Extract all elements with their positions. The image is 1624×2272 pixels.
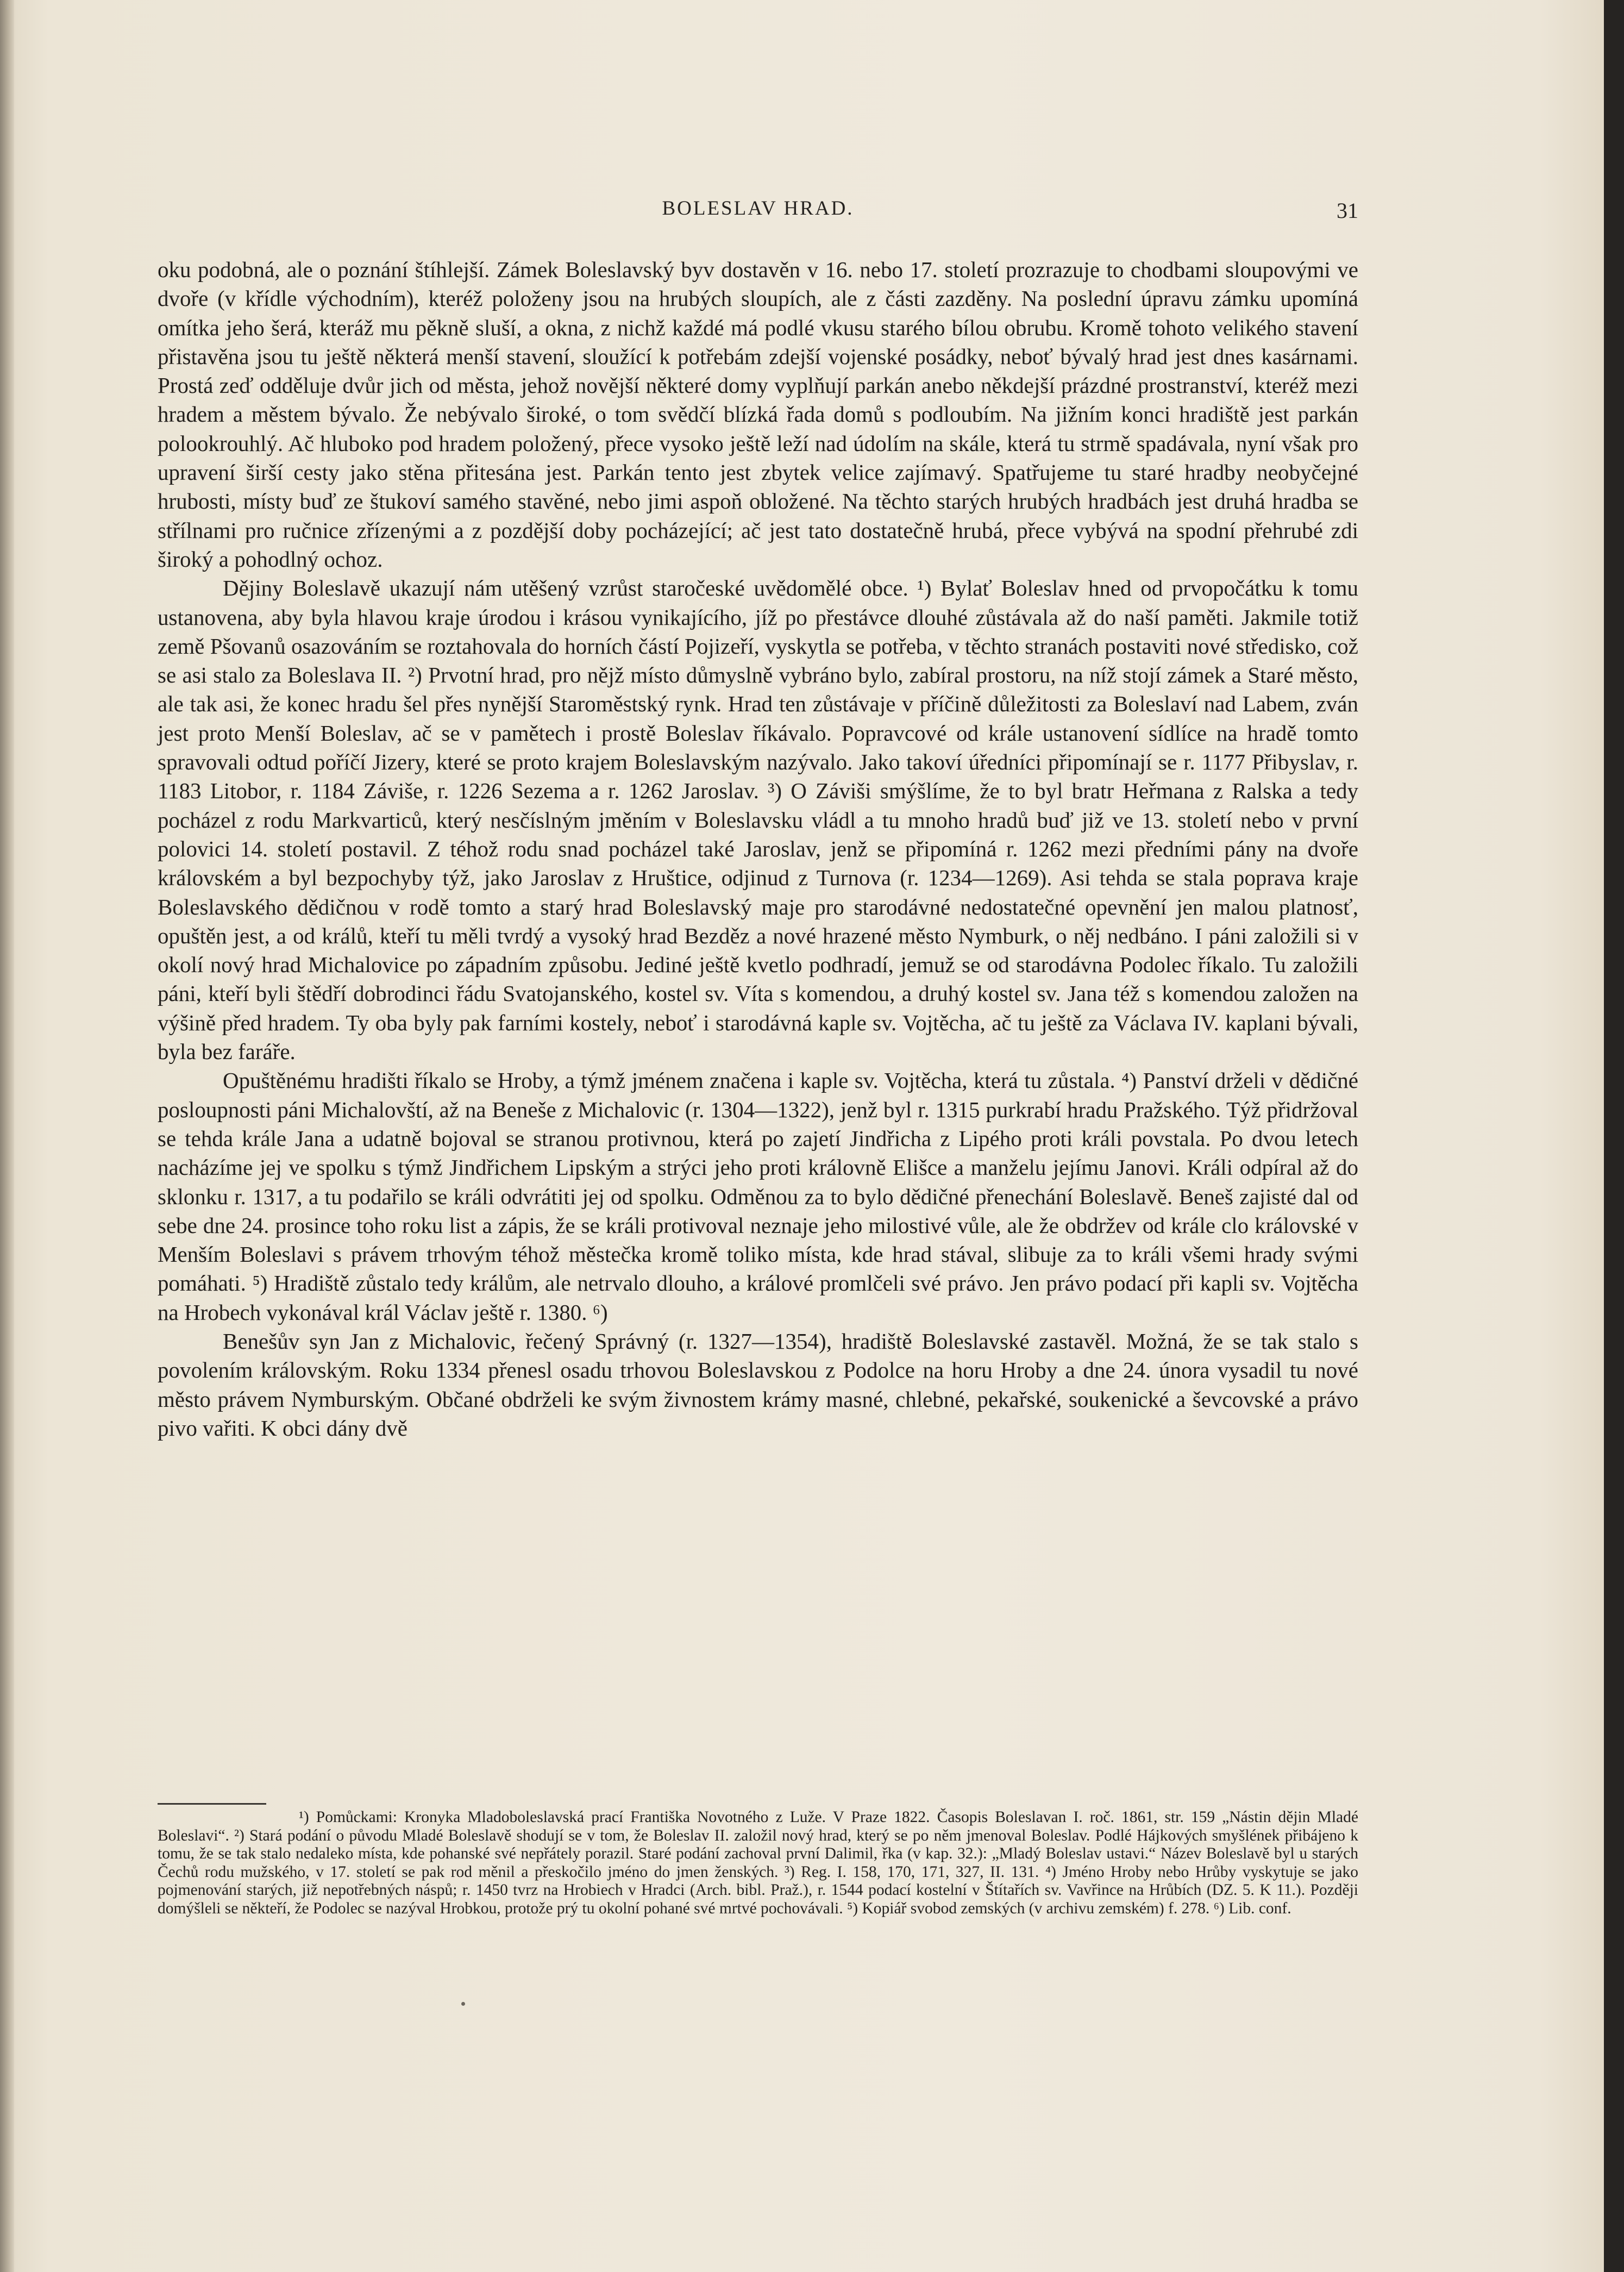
page-header xyxy=(158,197,1358,229)
footnotes: ¹) Pomůckami: Kronyka Mladoboleslavská prací Františka Novotného z Luže. V Praze 1822. Časopis Boleslavan I. roč. 1861, str. 159 „Nástin dějin Mladé Boleslavi“. ²) Stará podání o původu Mladé Boleslavě shodují se v tom, že Boleslav II. založil nový hrad, který se po něm jmenoval Boleslav. Podlé Hájkových smyšlének přibájeno k tomu, že se tak stalo nedaleko místa, kde pohanské své nepřátely porazil. Staré podání zachoval první Dalimil, řka (v kap. 32.): „Mladý Boleslav ustavi.“ Název Boleslavě byl u starých Čechů rodu mužského, v 17. století se pak rod měnil a přeskočilo jméno do jmen ženských. ³) Reg. I. 158, 170, 171, 327, II. 131. ⁴) Jméno Hroby nebo Hrůby vyskytuje se jako pojmenování starých, již nepotřebných náspů; r. 1450 tvrz na Hrobiech v Hradci (Arch. bibl. Praž.), r. 1544 podací kostelní v Štítařích sv. Vavřince na Hrůbích (DZ. 5. K 11.). Později domýšleli se někteří, že Podolec se nazýval Hrobkou, protože prý tu okolní pohané své mrtvé pochovávali. ⁵) Kopiář svobod zemských (v archivu zemském) f. 278. ⁶) Lib. conf. xyxy=(158,1808,1358,1917)
running-head: BOLESLAV HRAD. xyxy=(662,197,854,220)
body-text xyxy=(158,255,1358,1443)
paragraph: Dějiny Boleslavě ukazují nám utěšený vzrůst staročeské uvědomělé obce. ¹) Bylať Boleslav hned od prvopočátku k tomu ustanovena, aby byla hlavou kraje úrodou i krásou vynikajícího, jíž po přestávce dlouhé zůstávala až do naší paměti. Jakmile totiž země Pšovanů osazováním se roztahovala do horních částí Pojizeří, vyskytla se potřeba, v těchto stranách postaviti nové středisko, což se asi stalo za Boleslava II. ²) Prvotní hrad, pro nějž místo důmyslně vybráno bylo, zabíral prostoru, na níž stojí zámek a Staré město, ale tak asi, že konec hradu šel přes nynější Staroměstský rynk. Hrad ten zůstávaje v příčině důležitosti za Boleslaví nad Labem, zván jest proto Menší Boleslav, ač se v pamětech i prostě Boleslav říkávalo. Popravcové od krále ustanovení sídlíce na hradě tomto spravovali odtud poříčí Jizery, které se proto krajem Boleslavským nazývalo. Jako takoví úředníci připomínají se r. 1177 Přibyslav, r. 1183 Litobor, r. 1184 Záviše, r. 1226 Sezema a r. 1262 Jaroslav. ³) O Záviši smýšlíme, že to byl bratr Heřmana z Ralska a tedy pocházel z rodu Markvarticů, který nesčíslným jměním v Boleslavsku vládl a tu mnoho hradů buď již ve 13. století nebo v první polovici 14. století postavil. Z téhož rodu snad pocházel také Jaroslav, jenž se připomíná r. 1262 mezi předními pány na dvoře královském a byl bezpochyby týž, jako Jaroslav z Hruštice, odjinud z Turnova (r. 1234—1269). Asi tehda se stala poprava kraje Boleslavského dědičnou v rodě tomto a starý hrad Boleslavský maje pro starodávné nedostatečné opevnění jen malou platnosť, opuštěn jest, a od králů, kteří tu měli tvrdý a vysoký hrad Bezděz a nové hrazené město Nymburk, o něj nedbáno. I páni založili si v okolí nový hrad Michalovice po západním způsobu. Jediné ještě kvetlo podhradí, jemuž se od starodávna Podolec říkalo. Tu založili páni, kteří byli štědří dobrodinci řádu Svatojanského, kostel sv. Víta s komendou, a druhý kostel sv. Jana též s komendou založen na výšině před hradem. Ty oba byly pak farními kostely, neboť i starodávná kaple sv. Vojtěcha, ač tu ještě za Václava IV. kaplani bývali, byla bez faráře. xyxy=(158,575,1358,1065)
paragraph: Opuštěnému hradišti říkalo se Hroby, a týmž jménem značena i kaple sv. Vojtěcha, která tu zůstala. ⁴) Panství drželi v dědičné posloupnosti páni Michalovští, až na Beneše z Michalovic (r. 1304—1322), jenž byl r. 1315 purkrabí hradu Pražského. Týž přidržoval se tehda krále Jana a udatně bojoval se stranou protivnou, která po zajetí Jindřicha z Lipého proti králi povstala. Po dvou letech nacházíme jej ve spolku s týmž Jindřichem Lipským a strýci jeho proti královně Elišce a manželu jejímu Janovi. Králi odpíral až do sklonku r. 1317, a tu podařilo se králi odvrátiti jej od spolku. Odměnou za to bylo dědičné přenechání Boleslavě. Beneš zajisté dal od sebe dne 24. prosince toho roku list a zápis, že se králi protivoval neznaje jeho milostivé vůle, ale že obdržev od krále clo královské v Menším Boleslavi s právem trhovým téhož městečka kromě toliko místa, kde hrad stával, slibuje za to králi všemi hrady svými pomáhati. ⁵) Hradiště zůstalo tedy králům, ale netrvalo dlouho, a králové promlčeli své právo. Jen právo podací při kapli sv. Vojtěcha na Hrobech vykonával král Václav ještě r. 1380. ⁶) xyxy=(158,1068,1358,1325)
paragraph: Benešův syn Jan z Michalovic, řečený Správný (r. 1327—1354), hradiště Boleslavské zastavěl. Možná, že se tak stalo s povolením královským. Roku 1334 přenesl osadu trhovou Boleslavskou z Podolce na horu Hroby a dne 24. února vysadil tu nové město právem Nymburským. Občané obdrželi ke svým živnostem krámy masné, chlebné, pekařské, soukenické a ševcovské a právo pivo vařiti. K obci dány dvě xyxy=(158,1328,1358,1441)
paper-speck xyxy=(461,2002,465,2006)
page-number: 31 xyxy=(1337,198,1358,223)
paragraph: oku podobná, ale o poznání štíhlejší. Zámek Boleslavský byv dostavěn v 16. nebo 17. století prozrazuje to chodbami sloupovými ve dvoře (v křídle východním), kteréž položeny jsou na hrubých sloupích, ale z části zazděny. Na poslední úpravu zámku upomíná omítka jeho šerá, kteráž mu pěkně sluší, a okna, z nichž každé má podlé vkusu starého bílou obrubu. Kromě tohoto velikého stavení přistavěna jsou tu ještě některá menší stavení, sloužící k potřebám zdejší vojenské posádky, neboť bývalý hrad jest dnes kasárnami. Prostá zeď odděluje dvůr jich od města, jehož novější některé domy vyplňují parkán anebo někdejší prázdné prostranství, kteréž mezi hradem a městem bývalo. Že nebývalo široké, o tom svědčí blízká řada domů s podloubím. Na jižním konci hradiště jest parkán polookrouhlý. Ač hluboko pod hradem položený, přece vysoko ještě leží nad údolím na skále, která tu strmě spadávala, nyní však pro upravení širší cesty jako stěna přitesána jest. Parkán tento jest zbytek velice zajímavý. Spatřujeme tu staré hradby neobyčejné hrubosti, místy buď ze štukoví samého stavěné, nebo jimi aspoň obložené. Na těchto starých hrubých hradbách jest druhá hradba se střílnami pro ručnice zřízenými a z pozdější doby pocházející; ač jest tato dostatečně hrubá, přece vybývá na spodní přehrubé zdi široký a pohodlný ochoz. xyxy=(158,257,1358,572)
scan-border xyxy=(1604,0,1624,2272)
page-gutter xyxy=(0,0,14,2272)
footnote-divider xyxy=(158,1803,266,1805)
